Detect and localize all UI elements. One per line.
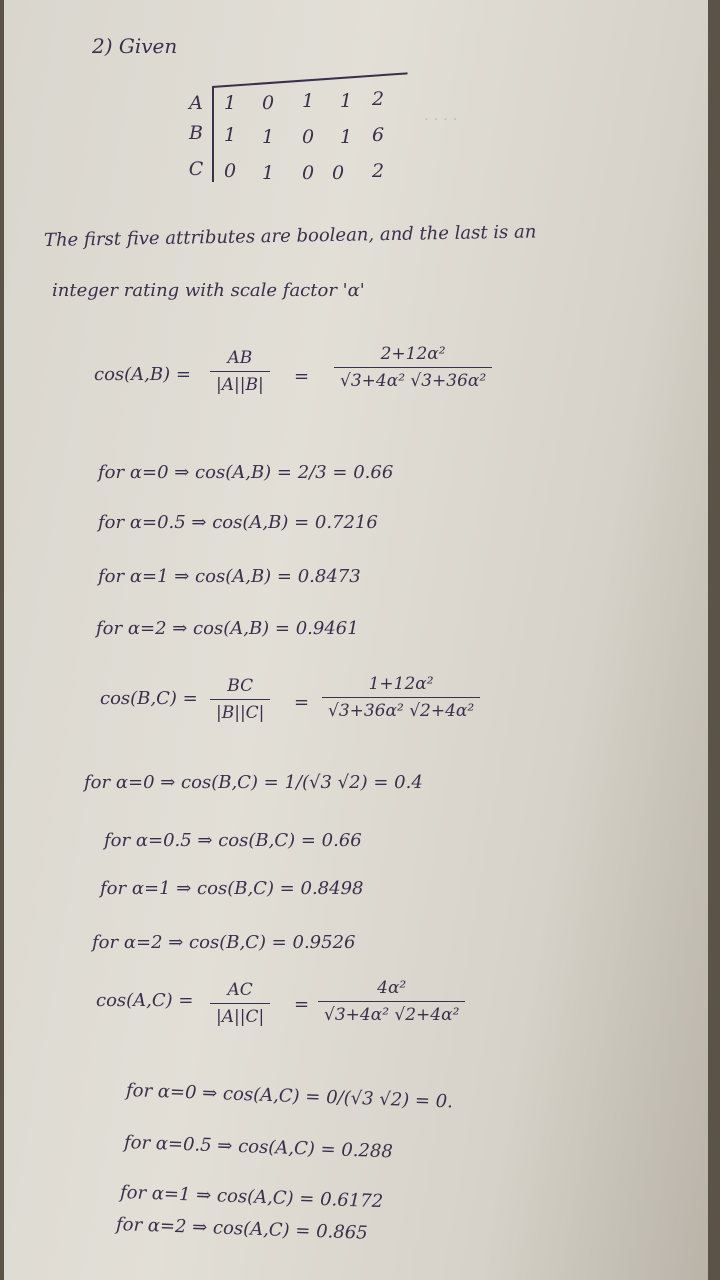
cos-bc-fraction-2 [322, 674, 480, 721]
fraction-numerator: AC [227, 980, 253, 1000]
cos-ac-fraction-2 [318, 978, 465, 1025]
table-vertical-rule [212, 86, 214, 182]
cos-ab-case: for α=0.5 ⇒ cos(A,B) = 0.7216 [98, 512, 378, 533]
table-cell: 1 [339, 126, 353, 148]
cos-ac-case: for α=0.5 ⇒ cos(A,C) = 0.288 [123, 1132, 394, 1163]
row-label: B [189, 122, 203, 144]
cos-bc-case: for α=0.5 ⇒ cos(B,C) = 0.66 [104, 830, 362, 851]
cos-ac-case: for α=0 ⇒ cos(A,C) = 0/(√3 √2) = 0. [125, 1080, 454, 1113]
table-cell: 0 [223, 160, 237, 182]
table-cell: 0 [301, 126, 315, 148]
cos-ab-case: for α=0 ⇒ cos(A,B) = 2/3 = 0.66 [98, 462, 394, 483]
table-cell: 1 [223, 92, 237, 114]
notebook-page [4, 0, 708, 1280]
fraction-denominator: √3+4α² √2+4α² [318, 1001, 465, 1025]
table-top-rule [212, 72, 408, 88]
cos-ab-case: for α=2 ⇒ cos(A,B) = 0.9461 [96, 618, 359, 639]
table-cell: 1 [339, 90, 353, 112]
fraction-numerator: 2+12α² [380, 344, 446, 364]
cos-bc-fraction-1 [210, 676, 270, 723]
cos-bc-case: for α=2 ⇒ cos(B,C) = 0.9526 [92, 932, 356, 953]
fraction-denominator: √3+4α² √3+36α² [334, 367, 492, 391]
table-cell: 1 [301, 90, 315, 112]
fraction-numerator: 4α² [377, 978, 407, 998]
cos-ab-fraction-1 [210, 348, 270, 395]
table-cell: 0 [301, 162, 315, 184]
fraction-numerator: BC [227, 676, 254, 696]
cos-ab-lhs: cos(A,B) = [94, 364, 191, 385]
cos-ab-fraction-2 [334, 344, 492, 391]
equals-sign: = [294, 994, 310, 1015]
cos-bc-case: for α=0 ⇒ cos(B,C) = 1/(√3 √2) = 0.4 [84, 772, 423, 793]
table-cell: 1 [261, 162, 275, 184]
table-cell: 1 [223, 124, 237, 146]
bleed-through-marks: · · · · [424, 110, 458, 128]
cos-bc-lhs: cos(B,C) = [100, 688, 198, 709]
row-label: C [188, 158, 204, 180]
table-cell: 6 [371, 124, 385, 146]
fraction-denominator: √3+36α² √2+4α² [322, 697, 480, 721]
cos-ac-lhs: cos(A,C) = [96, 990, 194, 1011]
table-cell: 2 [371, 160, 385, 182]
fraction-denominator: |A||B| [210, 371, 270, 395]
table-cell: 2 [371, 88, 385, 110]
fraction-numerator: 1+12α² [368, 674, 434, 694]
cos-ac-case: for α=1 ⇒ cos(A,C) = 0.6172 [119, 1182, 384, 1213]
table-cell: 0 [331, 162, 345, 184]
cos-ac-fraction-1 [210, 980, 270, 1027]
description-line-2: integer rating with scale factor 'α' [52, 280, 365, 301]
fraction-numerator: AB [227, 348, 253, 368]
cos-ac-case: for α=2 ⇒ cos(A,C) = 0.865 [115, 1214, 369, 1244]
cos-bc-case: for α=1 ⇒ cos(B,C) = 0.8498 [100, 878, 364, 899]
fraction-denominator: |A||C| [210, 1003, 270, 1027]
table-cell: 0 [261, 92, 275, 114]
table-cell: 1 [261, 126, 275, 148]
cos-ab-case: for α=1 ⇒ cos(A,B) = 0.8473 [98, 566, 361, 587]
equals-sign: = [294, 366, 310, 387]
equals-sign: = [294, 692, 310, 713]
row-label: A [189, 92, 203, 114]
description-line-1: The first five attributes are boolean, and the last is an [43, 221, 537, 251]
question-heading: 2) Given [92, 34, 178, 58]
fraction-denominator: |B||C| [210, 699, 270, 723]
